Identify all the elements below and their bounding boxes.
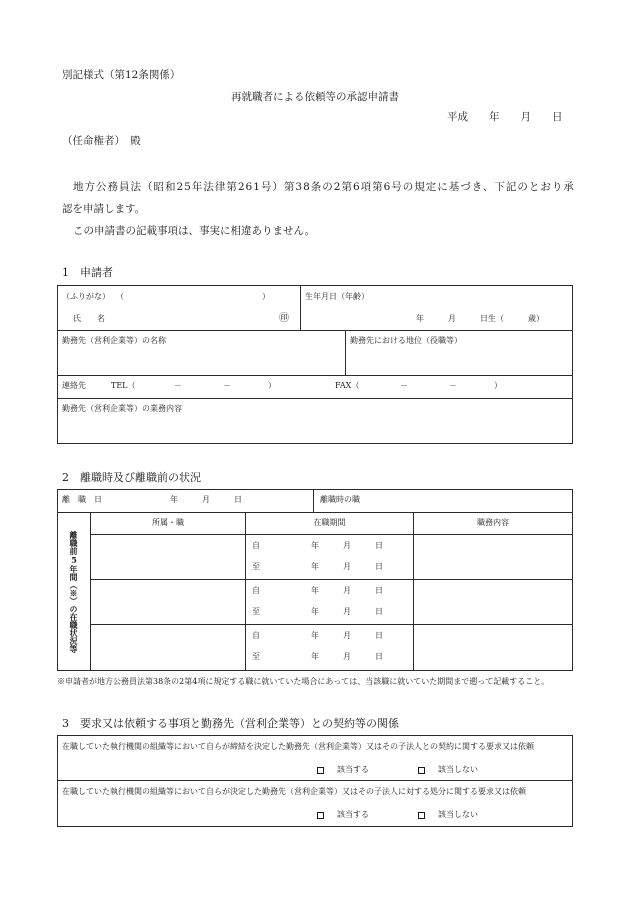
not-applicable-label: 該当しない — [438, 810, 478, 819]
period-to-label: 至 — [252, 607, 260, 616]
period-to-label: 至 — [252, 652, 260, 661]
body-text-line: 地方公務員法（昭和25年法律第261号）第38条の2第6項第6号の規定に基づき、下記のとおり承 — [73, 181, 575, 193]
history-row — [91, 625, 572, 669]
table-rule-horizontal — [57, 398, 573, 399]
table-rule-vertical — [345, 330, 346, 376]
contact-label: 連絡先 — [62, 381, 86, 390]
addressee-line: （任命権者） 殿 — [62, 135, 141, 147]
tel-separator: － — [174, 381, 182, 390]
day-unit: 日 — [375, 631, 383, 640]
day-unit: 日 — [375, 562, 383, 571]
retirement-date-label: 離 職 日 — [62, 495, 102, 504]
fax-field — [335, 382, 359, 390]
application-date: 平成 年 月 日 — [447, 111, 563, 123]
birthdate-field: 年 月 日生（ 歳） — [416, 314, 544, 323]
fax-separator: － — [400, 381, 408, 390]
footnote: ※申請者が地方公務員法第38条の2第4項に規定する職に就いていた場合にあっては、当該職に就いていた期間まで遡って記載すること。 — [57, 677, 550, 686]
birthdate-label: 生年月日（年齢） — [305, 292, 369, 301]
table-rule-horizontal — [57, 330, 573, 331]
tel-separator: － — [223, 381, 231, 390]
section-heading-applicant: 1 申請者 — [62, 266, 113, 279]
relationship-item — [58, 781, 572, 825]
relationship-item-text: 在職していた執行機関の組織等において自らが締結を決定した勤務先（営利企業等）又はその子法人との契約に関する要求又は依頼 — [62, 742, 534, 751]
table-rule-vertical — [300, 285, 301, 331]
relationship-item — [58, 736, 572, 780]
section-heading-relationship: 3 要求又は依頼する事項と勤務先（営利企業等）との契約等の関係 — [62, 717, 399, 730]
month-unit: 月 — [343, 607, 351, 616]
column-header-affiliation: 所属・職 — [152, 518, 184, 527]
table-rule-horizontal — [57, 375, 573, 376]
year-unit: 年 — [311, 607, 319, 616]
not-applicable-checkbox[interactable] — [418, 767, 425, 774]
year-unit: 年 — [311, 541, 319, 550]
furigana-field — [116, 293, 270, 301]
period-from-label: 自 — [252, 541, 260, 550]
day-unit: 日 — [375, 586, 383, 595]
history-row — [91, 580, 572, 624]
fax-close-paren: ） — [494, 381, 502, 390]
year-unit: 年 — [311, 562, 319, 571]
section-heading-employment-history: 2 離職時及び離職前の状況 — [62, 471, 201, 484]
name-label: 氏 名 — [73, 314, 105, 323]
applicable-checkbox[interactable] — [317, 812, 324, 819]
tel-field — [111, 382, 136, 390]
fax-open-paren: （ — [351, 381, 360, 390]
declaration-text: この申請書の記載事項は、事実に相違ありません。 — [73, 225, 316, 237]
period-from-label: 自 — [252, 586, 260, 595]
relationship-item-text: 在職していた執行機関の組織等において自らが決定した勤務先（営利企業等）又はその子法人に対する処分に関する要求又は依頼 — [62, 787, 526, 796]
form-number-label: 別記様式（第12条関係） — [62, 69, 181, 81]
body-text-line: 認を申請します。 — [62, 203, 146, 215]
business-description-label: 勤務先（営利企業等）の業務内容 — [62, 404, 182, 413]
period-to-label: 至 — [252, 562, 260, 571]
applicant-table — [57, 285, 573, 444]
day-unit: 日 — [375, 607, 383, 616]
month-unit: 月 — [343, 631, 351, 640]
month-unit: 月 — [343, 652, 351, 661]
month-unit: 月 — [343, 586, 351, 595]
tel-open-paren: （ — [127, 381, 136, 390]
fax-separator: － — [449, 381, 457, 390]
fax-label: FAX — [335, 381, 352, 390]
year-unit: 年 — [311, 652, 319, 661]
tel-close-paren: ） — [268, 381, 276, 390]
retirement-date-field: 年 月 日 — [170, 495, 242, 504]
applicable-label: 該当する — [337, 810, 369, 819]
employer-name-label: 勤務先（営利企業等）の名称 — [62, 336, 166, 345]
month-unit: 月 — [343, 541, 351, 550]
tel-label: TEL — [111, 381, 128, 390]
applicable-label: 該当する — [337, 765, 369, 774]
table-rule-horizontal — [57, 512, 573, 513]
history-side-label: 離職前5年間（※）の在職状況等 — [69, 530, 79, 653]
month-unit: 月 — [343, 562, 351, 571]
history-row — [91, 535, 572, 579]
not-applicable-label: 該当しない — [438, 765, 478, 774]
column-header-period: 在職期間 — [313, 518, 346, 527]
column-header-duties: 職務内容 — [477, 518, 509, 527]
furigana-label: （ふりがな） — [62, 292, 110, 301]
day-unit: 日 — [375, 541, 383, 550]
seal-mark: ㊞ — [279, 313, 289, 324]
not-applicable-checkbox[interactable] — [418, 812, 425, 819]
furigana-close-paren: ） — [262, 292, 270, 301]
table-rule-vertical — [313, 489, 314, 513]
retirement-position-label: 離職時の職 — [320, 495, 360, 504]
furigana-open-paren: （ — [116, 292, 124, 301]
period-from-label: 自 — [252, 631, 260, 640]
employer-position-label: 勤務先における地位（役職等） — [350, 336, 462, 345]
day-unit: 日 — [375, 652, 383, 661]
year-unit: 年 — [311, 631, 319, 640]
year-unit: 年 — [311, 586, 319, 595]
document-title: 再就職者による依頼等の承認申請書 — [231, 91, 399, 103]
applicable-checkbox[interactable] — [317, 767, 324, 774]
